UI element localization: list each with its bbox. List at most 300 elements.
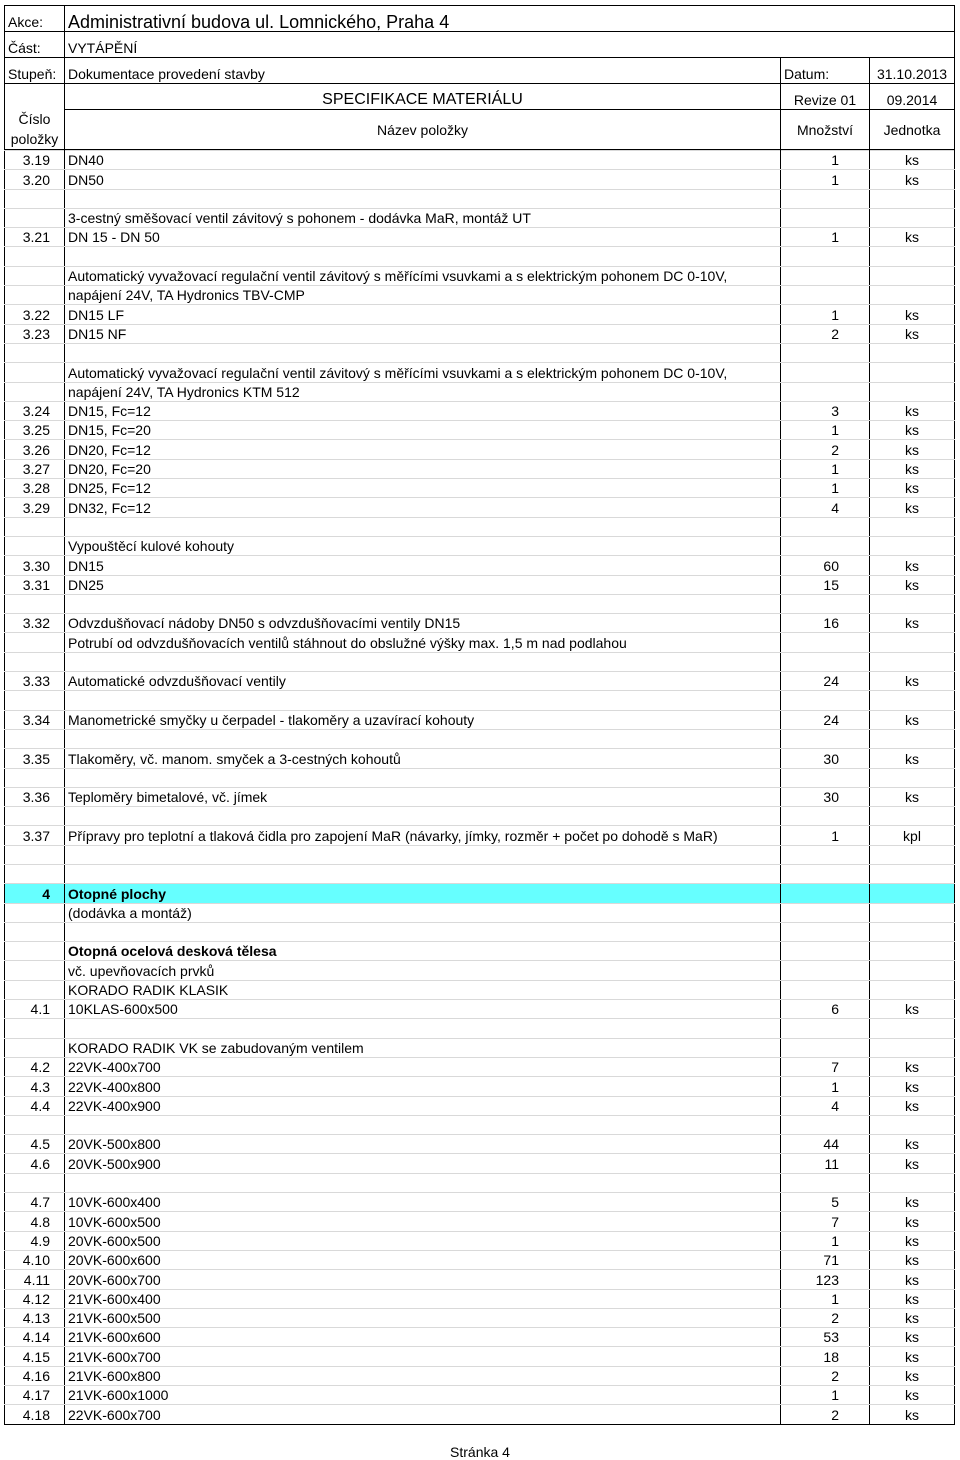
- table-row: [5, 1231, 955, 1250]
- item-quantity: 2: [781, 1366, 870, 1385]
- item-number: 4.16: [5, 1366, 65, 1385]
- item-name: [65, 729, 781, 748]
- item-unit: [870, 363, 955, 382]
- item-number: 3.35: [5, 749, 65, 768]
- item-unit: [870, 1038, 955, 1057]
- item-quantity: [781, 208, 870, 227]
- item-unit: [870, 1115, 955, 1134]
- item-unit: ks: [870, 556, 955, 575]
- col-header-nazev: Název položky: [65, 110, 781, 150]
- item-number: 3.23: [5, 324, 65, 343]
- item-name: DN20, Fc=12: [65, 440, 781, 459]
- item-quantity: 123: [781, 1270, 870, 1289]
- table-row: [5, 247, 955, 266]
- item-name: napájení 24V, TA Hydronics TBV-CMP: [65, 286, 781, 305]
- item-unit: kpl: [870, 826, 955, 845]
- item-name: Vypouštěcí kulové kohouty: [65, 536, 781, 555]
- item-name: Otopné plochy: [65, 884, 781, 903]
- item-unit: ks: [870, 575, 955, 594]
- item-name: 3-cestný směšovací ventil závitový s pohonem - dodávka MaR, montáž UT: [65, 208, 781, 227]
- item-unit: [870, 922, 955, 941]
- item-name: 21VK-600x1000: [65, 1386, 781, 1405]
- item-unit: [870, 189, 955, 208]
- item-number: 3.29: [5, 498, 65, 517]
- item-name: KORADO RADIK VK se zabudovaným ventilem: [65, 1038, 781, 1057]
- item-quantity: [781, 382, 870, 401]
- col-header-cislo: Číslo položky: [5, 84, 65, 150]
- item-name: DN 15 - DN 50: [65, 228, 781, 247]
- item-number: 4.11: [5, 1270, 65, 1289]
- item-number: 4.2: [5, 1057, 65, 1076]
- page-number: Stránka 4: [450, 1444, 510, 1460]
- item-name: [65, 691, 781, 710]
- item-name: Potrubí od odvzdušňovacích ventilů stáhnout do obslužné výšky max. 1,5 m nad podlahou: [65, 633, 781, 652]
- item-unit: ks: [870, 1077, 955, 1096]
- item-quantity: 16: [781, 614, 870, 633]
- item-quantity: 4: [781, 498, 870, 517]
- table-row: [5, 845, 955, 864]
- item-name: DN25: [65, 575, 781, 594]
- item-number: 4.6: [5, 1154, 65, 1173]
- item-name: 21VK-600x800: [65, 1366, 781, 1385]
- item-name: [65, 652, 781, 671]
- table-row: [5, 459, 955, 478]
- table-row: [5, 633, 955, 652]
- item-unit: ks: [870, 1289, 955, 1308]
- item-quantity: [781, 1115, 870, 1134]
- item-unit: ks: [870, 787, 955, 806]
- item-name: DN15 NF: [65, 324, 781, 343]
- table-row: [5, 729, 955, 748]
- item-number: [5, 652, 65, 671]
- col-header-jednotka: Jednotka: [870, 110, 955, 150]
- table-row: [5, 498, 955, 517]
- item-number: [5, 536, 65, 555]
- item-name: [65, 1173, 781, 1192]
- item-quantity: 1: [781, 1386, 870, 1405]
- item-unit: [870, 594, 955, 613]
- item-name: napájení 24V, TA Hydronics KTM 512: [65, 382, 781, 401]
- item-name: Manometrické smyčky u čerpadel - tlakoměry a uzavírací kohouty: [65, 710, 781, 729]
- item-number: 3.31: [5, 575, 65, 594]
- item-number: 3.25: [5, 421, 65, 440]
- table-row: [5, 1154, 955, 1173]
- item-quantity: [781, 266, 870, 285]
- item-unit: ks: [870, 401, 955, 420]
- table-row: [5, 672, 955, 691]
- item-number: [5, 1115, 65, 1134]
- item-quantity: [781, 922, 870, 941]
- item-unit: ks: [870, 1405, 955, 1424]
- item-unit: [870, 1019, 955, 1038]
- item-name: 22VK-400x700: [65, 1057, 781, 1076]
- item-unit: ks: [870, 1308, 955, 1327]
- item-unit: [870, 903, 955, 922]
- item-name: DN40: [65, 151, 781, 170]
- table-row: [5, 189, 955, 208]
- item-number: 3.34: [5, 710, 65, 729]
- table-row: [5, 903, 955, 922]
- table-row: [5, 864, 955, 883]
- item-unit: ks: [870, 1193, 955, 1212]
- item-name: 20VK-500x900: [65, 1154, 781, 1173]
- table-row: [5, 1096, 955, 1115]
- table-row: [5, 691, 955, 710]
- item-name: [65, 768, 781, 787]
- item-unit: [870, 980, 955, 999]
- item-unit: [870, 729, 955, 748]
- stupen-value: Dokumentace provedení stavby: [65, 58, 781, 84]
- item-number: [5, 1173, 65, 1192]
- item-name: 10VK-600x400: [65, 1193, 781, 1212]
- item-number: [5, 729, 65, 748]
- item-unit: [870, 517, 955, 536]
- item-quantity: 11: [781, 1154, 870, 1173]
- item-unit: ks: [870, 228, 955, 247]
- item-name: 21VK-600x700: [65, 1347, 781, 1366]
- cast-value: VYTÁPĚNÍ: [65, 32, 955, 58]
- item-quantity: [781, 652, 870, 671]
- table-row: [5, 1270, 955, 1289]
- item-quantity: 7: [781, 1212, 870, 1231]
- item-name: DN15: [65, 556, 781, 575]
- item-number: [5, 1019, 65, 1038]
- item-number: 4.9: [5, 1231, 65, 1250]
- item-quantity: [781, 903, 870, 922]
- item-quantity: 1: [781, 228, 870, 247]
- item-quantity: 7: [781, 1057, 870, 1076]
- item-number: [5, 363, 65, 382]
- stupen-label: Stupeň:: [5, 58, 65, 84]
- item-unit: [870, 652, 955, 671]
- item-quantity: 2: [781, 324, 870, 343]
- item-unit: ks: [870, 305, 955, 324]
- table-row: [5, 961, 955, 980]
- item-number: 4.8: [5, 1212, 65, 1231]
- item-unit: [870, 768, 955, 787]
- item-number: 3.27: [5, 459, 65, 478]
- item-quantity: 60: [781, 556, 870, 575]
- item-quantity: 24: [781, 672, 870, 691]
- item-name: Automatické odvzdušňovací ventily: [65, 672, 781, 691]
- item-name: DN50: [65, 170, 781, 189]
- item-number: 4.13: [5, 1308, 65, 1327]
- table-row: [5, 440, 955, 459]
- item-unit: ks: [870, 1386, 955, 1405]
- item-quantity: [781, 343, 870, 362]
- item-quantity: [781, 729, 870, 748]
- table-row: [5, 807, 955, 826]
- item-name: [65, 247, 781, 266]
- table-row: [5, 1308, 955, 1327]
- table-row: [5, 1405, 955, 1424]
- item-unit: [870, 845, 955, 864]
- item-number: 3.22: [5, 305, 65, 324]
- item-name: Teploměry bimetalové, vč. jímek: [65, 787, 781, 806]
- item-number: 4.15: [5, 1347, 65, 1366]
- table-row: [5, 517, 955, 536]
- item-unit: ks: [870, 1135, 955, 1154]
- item-quantity: 2: [781, 1308, 870, 1327]
- item-name: [65, 922, 781, 941]
- item-quantity: [781, 691, 870, 710]
- item-number: 4.14: [5, 1328, 65, 1347]
- item-name: 22VK-400x800: [65, 1077, 781, 1096]
- table-row: [5, 228, 955, 247]
- item-quantity: 1: [781, 305, 870, 324]
- item-quantity: 24: [781, 710, 870, 729]
- item-number: [5, 208, 65, 227]
- item-unit: ks: [870, 1250, 955, 1269]
- revize-value: 09.2014: [870, 84, 955, 110]
- item-number: 3.28: [5, 479, 65, 498]
- item-name: [65, 864, 781, 883]
- item-quantity: 53: [781, 1328, 870, 1347]
- table-row: [5, 1328, 955, 1347]
- table-row: [5, 652, 955, 671]
- item-unit: ks: [870, 1212, 955, 1231]
- item-quantity: 71: [781, 1250, 870, 1269]
- table-row: [5, 1386, 955, 1405]
- item-unit: [870, 247, 955, 266]
- datum-value: 31.10.2013: [870, 58, 955, 84]
- table-row: [5, 1193, 955, 1212]
- table-row: [5, 594, 955, 613]
- item-quantity: [781, 247, 870, 266]
- item-number: [5, 286, 65, 305]
- item-quantity: 30: [781, 787, 870, 806]
- item-unit: ks: [870, 498, 955, 517]
- table-row: [5, 305, 955, 324]
- item-number: 3.21: [5, 228, 65, 247]
- item-number: [5, 189, 65, 208]
- item-name: KORADO RADIK KLASIK: [65, 980, 781, 999]
- item-unit: ks: [870, 421, 955, 440]
- table-row: [5, 1173, 955, 1192]
- item-number: 4.17: [5, 1386, 65, 1405]
- table-row: [5, 1250, 955, 1269]
- revize-label: Revize 01: [781, 84, 870, 110]
- item-name: vč. upevňovacích prvků: [65, 961, 781, 980]
- item-quantity: [781, 189, 870, 208]
- item-number: [5, 247, 65, 266]
- item-quantity: 1: [781, 459, 870, 478]
- item-quantity: [781, 536, 870, 555]
- item-number: 3.33: [5, 672, 65, 691]
- item-number: [5, 1038, 65, 1057]
- item-name: 21VK-600x500: [65, 1308, 781, 1327]
- spec-sheet: [4, 5, 954, 1425]
- item-name: Přípravy pro teplotní a tlaková čidla pro zapojení MaR (návarky, jímky, rozměr + počet po dohodě s MaR): [65, 826, 781, 845]
- item-quantity: [781, 286, 870, 305]
- item-unit: [870, 807, 955, 826]
- table-row: [5, 1212, 955, 1231]
- item-quantity: 2: [781, 440, 870, 459]
- item-unit: [870, 536, 955, 555]
- item-quantity: 3: [781, 401, 870, 420]
- table-row: [5, 382, 955, 401]
- item-number: 4.18: [5, 1405, 65, 1424]
- table-row: [5, 1289, 955, 1308]
- table-row: [5, 401, 955, 420]
- item-quantity: 1: [781, 421, 870, 440]
- table-row: [5, 710, 955, 729]
- item-number: 4.4: [5, 1096, 65, 1115]
- table-row: [5, 922, 955, 941]
- item-name: DN25, Fc=12: [65, 479, 781, 498]
- item-number: 4.1: [5, 1000, 65, 1019]
- item-number: [5, 980, 65, 999]
- item-unit: [870, 343, 955, 362]
- table-row: [5, 1115, 955, 1134]
- item-name: [65, 189, 781, 208]
- table-row: [5, 343, 955, 362]
- item-name: [65, 1115, 781, 1134]
- items-body: [5, 151, 955, 1425]
- item-name: [65, 807, 781, 826]
- item-number: 4.12: [5, 1289, 65, 1308]
- item-quantity: 6: [781, 1000, 870, 1019]
- table-row: [5, 151, 955, 170]
- item-number: 4.5: [5, 1135, 65, 1154]
- item-unit: [870, 691, 955, 710]
- item-name: [65, 845, 781, 864]
- item-quantity: 1: [781, 1077, 870, 1096]
- spec-title: SPECIFIKACE MATERIÁLU: [65, 84, 781, 110]
- table-row: [5, 942, 955, 961]
- item-name: Odvzdušňovací nádoby DN50 s odvzdušňovacími ventily DN15: [65, 614, 781, 633]
- table-row: [5, 614, 955, 633]
- item-unit: [870, 961, 955, 980]
- item-quantity: 44: [781, 1135, 870, 1154]
- table-row: [5, 479, 955, 498]
- item-unit: ks: [870, 1366, 955, 1385]
- item-number: [5, 864, 65, 883]
- item-number: 3.19: [5, 151, 65, 170]
- item-unit: ks: [870, 1154, 955, 1173]
- item-number: 3.26: [5, 440, 65, 459]
- table-row: [5, 826, 955, 845]
- akce-value: Administrativní budova ul. Lomnického, Praha 4: [65, 6, 955, 32]
- item-number: [5, 633, 65, 652]
- item-quantity: 5: [781, 1193, 870, 1212]
- datum-label: Datum:: [781, 58, 870, 84]
- item-quantity: 2: [781, 1405, 870, 1424]
- table-row: [5, 286, 955, 305]
- item-name: [65, 517, 781, 536]
- item-quantity: [781, 1038, 870, 1057]
- item-number: 4.7: [5, 1193, 65, 1212]
- item-name: 22VK-600x700: [65, 1405, 781, 1424]
- item-quantity: 1: [781, 1231, 870, 1250]
- item-quantity: 1: [781, 1289, 870, 1308]
- item-number: [5, 343, 65, 362]
- item-name: [65, 594, 781, 613]
- item-name: [65, 1019, 781, 1038]
- table-row: [5, 208, 955, 227]
- item-quantity: 30: [781, 749, 870, 768]
- item-number: [5, 903, 65, 922]
- item-quantity: [781, 1019, 870, 1038]
- item-unit: ks: [870, 324, 955, 343]
- item-unit: ks: [870, 749, 955, 768]
- table-row: [5, 980, 955, 999]
- item-name: 10VK-600x500: [65, 1212, 781, 1231]
- item-unit: ks: [870, 672, 955, 691]
- item-number: 3.24: [5, 401, 65, 420]
- item-unit: [870, 633, 955, 652]
- item-quantity: [781, 864, 870, 883]
- item-quantity: [781, 594, 870, 613]
- item-number: 3.20: [5, 170, 65, 189]
- item-unit: ks: [870, 459, 955, 478]
- item-name: Automatický vyvažovací regulační ventil závitový s měřícími vsuvkami a s elektrickým pohonem DC 0-10V,: [65, 363, 781, 382]
- table-row: [5, 266, 955, 285]
- item-unit: [870, 266, 955, 285]
- item-number: 3.36: [5, 787, 65, 806]
- item-quantity: [781, 633, 870, 652]
- item-number: 3.30: [5, 556, 65, 575]
- item-name: DN32, Fc=12: [65, 498, 781, 517]
- table-row: [5, 1057, 955, 1076]
- item-quantity: [781, 807, 870, 826]
- table-row: [5, 768, 955, 787]
- item-quantity: 18: [781, 1347, 870, 1366]
- item-quantity: 1: [781, 479, 870, 498]
- item-name: 22VK-400x900: [65, 1096, 781, 1115]
- item-name: [65, 343, 781, 362]
- item-name: Otopná ocelová desková tělesa: [65, 942, 781, 961]
- item-name: 10KLAS-600x500: [65, 1000, 781, 1019]
- item-unit: ks: [870, 710, 955, 729]
- akce-label: Akce:: [5, 6, 65, 32]
- item-unit: ks: [870, 1231, 955, 1250]
- item-unit: ks: [870, 1328, 955, 1347]
- item-quantity: 15: [781, 575, 870, 594]
- table-row: [5, 1000, 955, 1019]
- item-number: [5, 382, 65, 401]
- items-table: [4, 150, 955, 1425]
- item-number: [5, 922, 65, 941]
- item-name: Tlakoměry, vč. manom. smyček a 3-cestných kohoutů: [65, 749, 781, 768]
- item-name: 21VK-600x600: [65, 1328, 781, 1347]
- item-quantity: 1: [781, 170, 870, 189]
- item-number: [5, 768, 65, 787]
- item-unit: [870, 1173, 955, 1192]
- item-number: 3.32: [5, 614, 65, 633]
- table-row: [5, 324, 955, 343]
- item-name: 21VK-600x400: [65, 1289, 781, 1308]
- item-unit: [870, 286, 955, 305]
- item-number: [5, 594, 65, 613]
- item-number: [5, 845, 65, 864]
- table-row: [5, 1038, 955, 1057]
- header-table: [4, 5, 955, 150]
- table-row: [5, 421, 955, 440]
- table-row: [5, 1077, 955, 1096]
- table-row: [5, 1135, 955, 1154]
- item-name: 20VK-600x700: [65, 1270, 781, 1289]
- item-number: [5, 266, 65, 285]
- item-unit: ks: [870, 1347, 955, 1366]
- item-unit: [870, 864, 955, 883]
- item-name: 20VK-600x500: [65, 1231, 781, 1250]
- item-number: [5, 691, 65, 710]
- item-unit: ks: [870, 614, 955, 633]
- item-name: (dodávka a montáž): [65, 903, 781, 922]
- item-quantity: 4: [781, 1096, 870, 1115]
- item-quantity: [781, 980, 870, 999]
